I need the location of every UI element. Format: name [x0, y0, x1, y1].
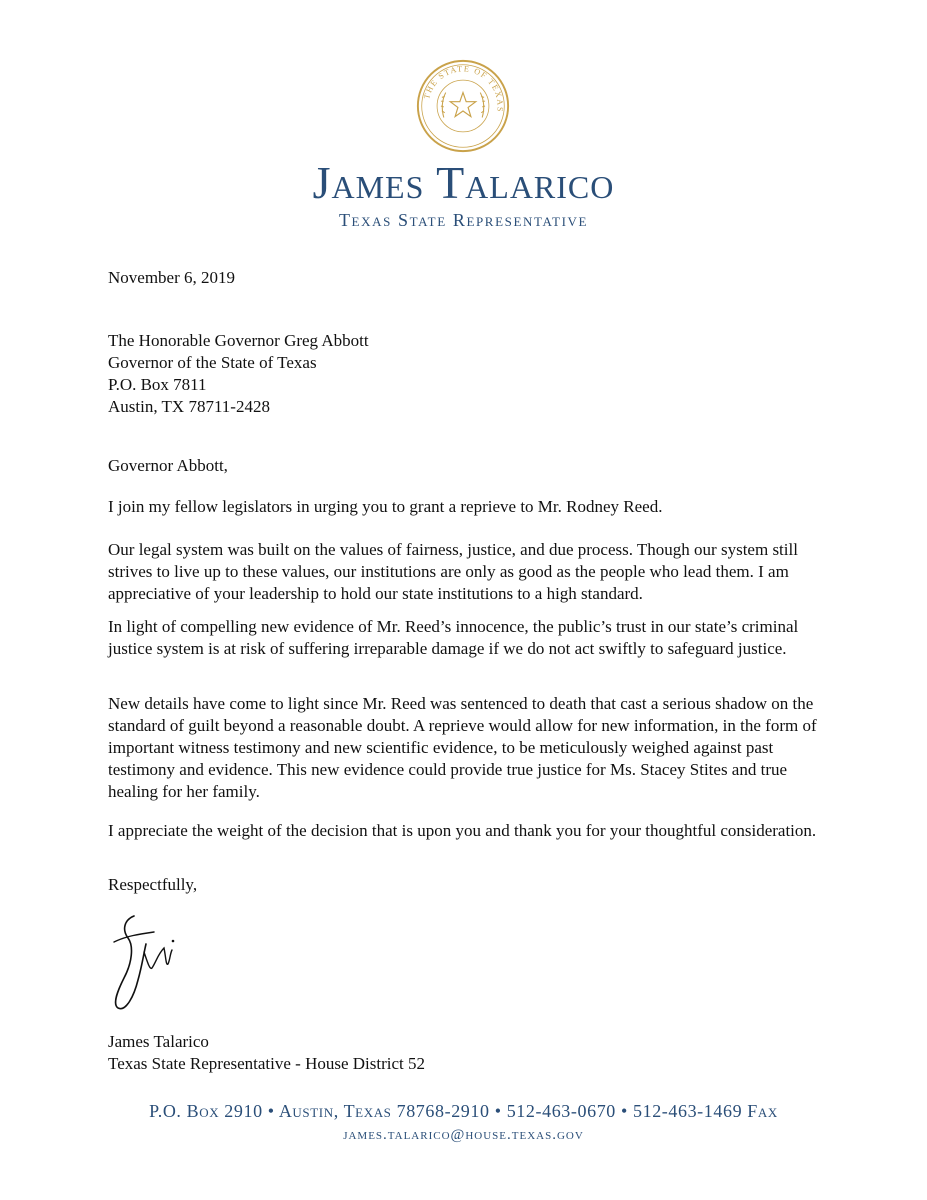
letterhead-title: Texas State Representative [338, 210, 589, 230]
signatory-name: James Talarico [108, 1032, 209, 1051]
footer-email: james.talarico@house.texas.gov [343, 1127, 584, 1143]
texas-seal-logo [415, 58, 511, 154]
svg-text:THE STATE OF TEXAS: THE STATE OF TEXAS [422, 64, 505, 114]
recipient-line: Austin, TX 78711-2428 [108, 397, 270, 416]
handwritten-signature [104, 908, 184, 1012]
body-paragraph: In light of compelling new evidence of Mr. Reed’s innocence, the public’s trust in our state’s criminal justice system is at risk of suffering irreparable damage if we do not act swiftly to safeguard justice. [108, 617, 799, 658]
recipient-line: P.O. Box 7811 [108, 375, 207, 394]
recipient-address [108, 330, 828, 418]
closing: Respectfully, [108, 875, 198, 894]
footer-address: P.O. Box 2910 • Austin, Texas 78768-2910 • 512-463-0670 • 512-463-1469 Fax [149, 1101, 778, 1121]
recipient-line: The Honorable Governor Greg Abbott [108, 331, 369, 350]
body-paragraph: Our legal system was built on the values of fairness, justice, and due process. Though our system still strives to live up to these values, our institutions are only as good as the people who lead them. I am appreciative of your leadership to hold our state institutions to a high standard. [108, 540, 798, 603]
body-paragraph: New details have come to light since Mr. Reed was sentenced to death that cast a serious shadow on the standard of guilt beyond a reasonable doubt. A reprieve would allow for new information, in the form of important witness testimony and new scientific evidence, to be meticulously weighed against past testimony and evidence. This new evidence could provide true justice for Ms. Stacey Stites and true healing for her family. [108, 694, 817, 801]
body-paragraph: I join my fellow legislators in urging you to grant a reprieve to Mr. Rodney Reed. [108, 497, 663, 516]
letter-date: November 6, 2019 [108, 268, 236, 287]
signatory-title: Texas State Representative - House District 52 [108, 1054, 425, 1073]
letterhead-name: James Talarico [312, 157, 615, 208]
salutation: Governor Abbott, [108, 456, 228, 475]
body-paragraph: I appreciate the weight of the decision that is upon you and thank you for your thoughtful consideration. [108, 821, 817, 840]
recipient-line: Governor of the State of Texas [108, 353, 317, 372]
